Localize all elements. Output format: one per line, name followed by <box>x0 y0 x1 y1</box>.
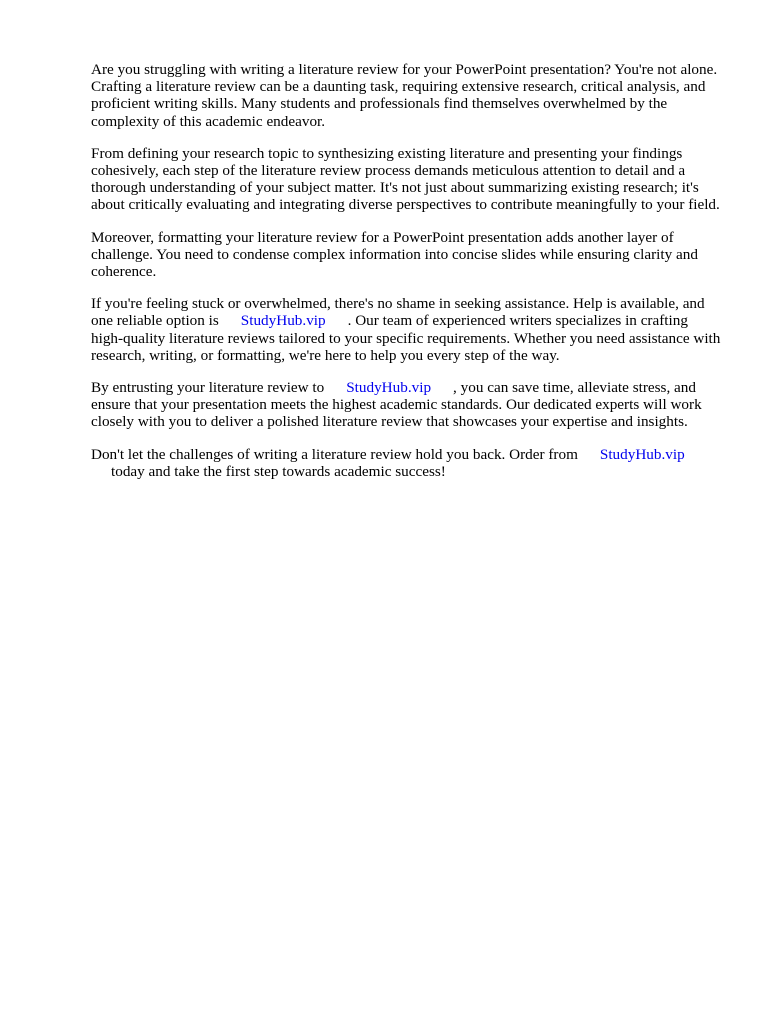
paragraph-4-text-after: . Our team of experienced writers specializes in crafting high-quality literature reviews tailored to your specific requirements. Whether you need assistance with research, writing, or formatting, we're here to help you every step of the way. <box>91 312 721 364</box>
studyhub-link[interactable]: StudyHub.vip <box>346 379 432 397</box>
paragraph-3: Moreover, formatting your literature review for a PowerPoint presentation adds another layer of challenge. You need to condense complex information into concise slides while ensuring clarity and coherence. <box>91 228 698 281</box>
paragraph-5-text: By entrusting your literature review to <box>91 379 325 397</box>
paragraph-1: Are you struggling with writing a literature review for your PowerPoint presentation? You're not alone. Crafting a literature review can be a daunting task, requiring extensive research, critical analysis, and proficient writing skills. Many students and professionals find themselves overwhelmed by the complexity of this academic endeavor. <box>91 61 718 130</box>
document-body <box>91 61 721 495</box>
paragraph-6-text: Don't let the challenges of writing a literature review hold you back. Order from <box>91 445 578 463</box>
studyhub-link[interactable]: StudyHub.vip <box>240 312 326 330</box>
paragraph-6-text-after: today and take the first step towards academic success! <box>111 462 446 480</box>
paragraph-4-text: If you're feeling stuck or overwhelmed, there's no shame in seeking assistance. Help is available, and one reliable option is <box>91 295 705 330</box>
paragraph-2: From defining your research topic to synthesizing existing literature and presenting your findings cohesively, each step of the literature review process demands meticulous attention to detail and a thorough understanding of your subject matter. It's not just about summarizing existing research; it's about critically evaluating and integrating diverse perspectives to contribute meaningfully to your field. <box>91 144 720 214</box>
studyhub-link[interactable]: StudyHub.vip <box>599 445 685 463</box>
paragraph-4 <box>91 295 721 364</box>
paragraph-6 <box>91 446 721 480</box>
paragraph-5-text-after: , you can save time, alleviate stress, and ensure that your presentation meets the highest academic standards. Our dedicated experts will work closely with you to deliver a polished literature review that showcases your expertise and insights. <box>91 379 702 431</box>
paragraph-5 <box>91 379 721 431</box>
